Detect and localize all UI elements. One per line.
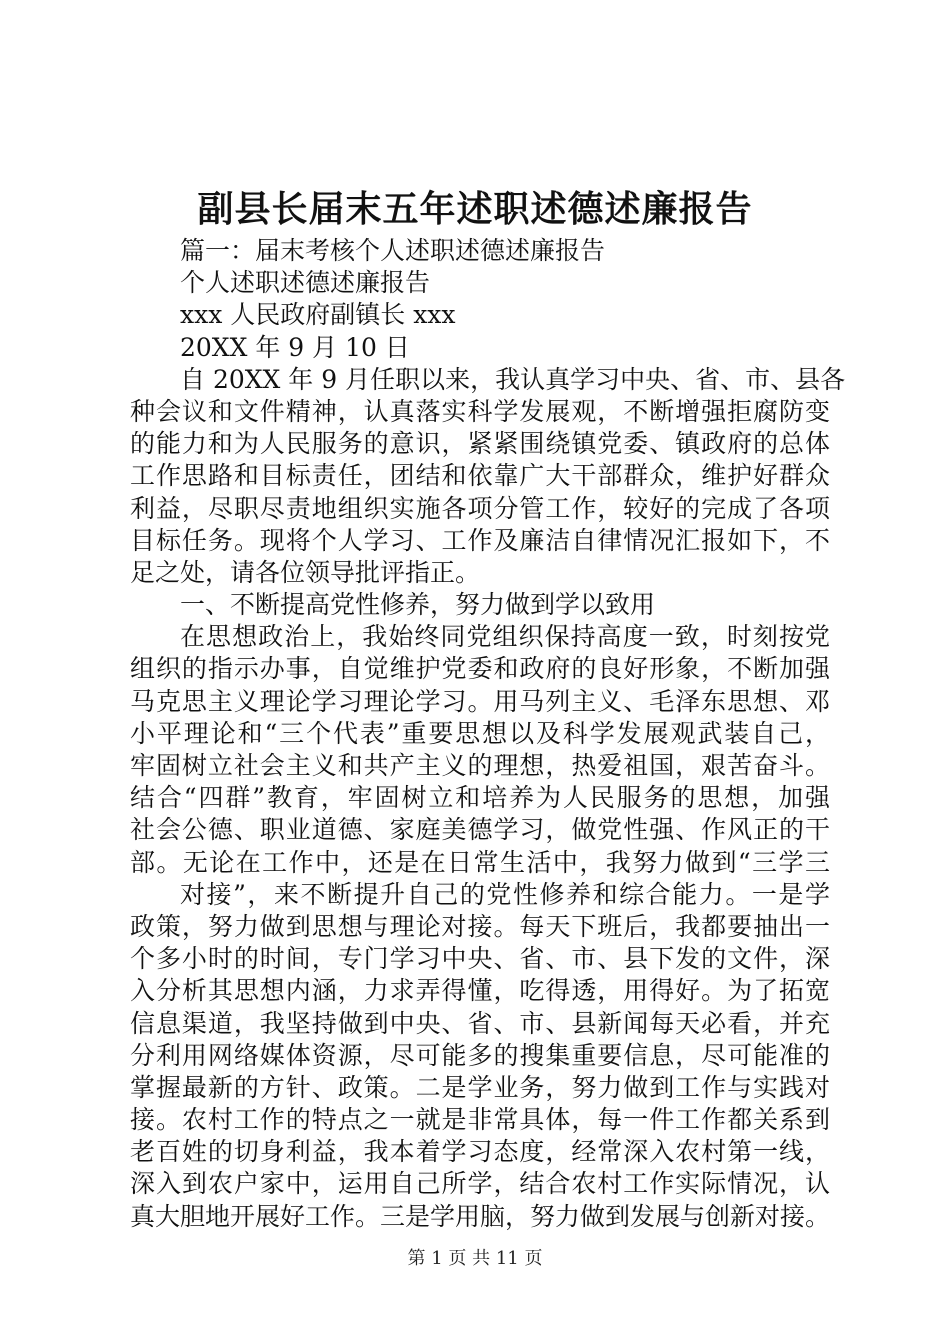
text-line: 马克思主义理论学习理论学习。用马列主义、毛泽东思想、邓 (130, 686, 830, 716)
text-line: 工作思路和目标责任，团结和依靠广大干部群众，维护好群众 (130, 461, 830, 491)
text-line: 真大胆地开展好工作。三是学用脑，努力做到发展与创新对接。 (130, 1201, 831, 1231)
page-number-footer: 第 1 页 共 11 页 (407, 1248, 543, 1269)
text-line: 社会公德、职业道德、家庭美德学习，做党性强、作风正的干 (130, 815, 830, 845)
text-line: 深入到农户家中，运用自己所学，结合农村工作实际情况，认 (130, 1169, 830, 1199)
text-line: 自 20XX 年 9 月任职以来，我认真学习中央、省、市、县各 (180, 364, 846, 394)
text-line: 结合“四群”教育，牢固树立和培养为人民服务的思想，加强 (130, 783, 830, 813)
text-line: 老百姓的切身利益，我本着学习态度，经常深入农村第一线， (130, 1137, 830, 1167)
text-line: 政策，努力做到思想与理论对接。每天下班后，我都要抽出一 (130, 911, 830, 941)
document-body (130, 235, 846, 1233)
text-line: 利益，尽职尽责地组织实施各项分管工作，较好的完成了各项 (130, 493, 830, 523)
text-line: 20XX 年 9 月 10 日 (180, 332, 410, 362)
text-line: 组织的指示办事，自觉维护党委和政府的良好形象，不断加强 (130, 654, 830, 684)
text-line: 小平理论和“三个代表”重要思想以及科学发展观武装自己， (130, 718, 830, 748)
text-line: 部。无论在工作中，还是在日常生活中，我努力做到“三学三 (130, 847, 830, 877)
text-line: 分利用网络媒体资源，尽可能多的搜集重要信息，尽可能准的 (130, 1040, 830, 1070)
text-line: 接。农村工作的特点之一就是非常具体，每一件工作都关系到 (130, 1105, 830, 1135)
text-line: 个人述职述德述廉报告 (180, 268, 431, 298)
text-line: xxx 人民政府副镇长 xxx (180, 300, 456, 330)
text-line: 的能力和为人民服务的意识，紧紧围绕镇党委、镇政府的总体 (130, 429, 830, 459)
section-heading: 一、不断提高党性修养，努力做到学以致用 (180, 590, 656, 620)
text-line: 篇一：届末考核个人述职述德述廉报告 (180, 236, 606, 265)
text-line: 入分析其思想内涵，力求弄得懂，吃得透，用得好。为了拓宽 (130, 976, 830, 1006)
text-line: 对接”，来不断提升自己的党性修养和综合能力。一是学 (180, 879, 830, 909)
text-line: 信息渠道，我坚持做到中央、省、市、县新闻每天必看，并充 (130, 1008, 830, 1038)
text-line: 目标任务。现将个人学习、工作及廉洁自律情况汇报如下，不 (130, 525, 830, 555)
text-line: 种会议和文件精神，认真落实科学发展观，不断增强拒腐防变 (130, 396, 830, 426)
text-line: 足之处，请各位领导批评指正。 (130, 557, 481, 587)
text-line: 掌握最新的方针、政策。二是学业务，努力做到工作与实践对 (130, 1072, 830, 1102)
text-line: 在思想政治上，我始终同党组织保持高度一致，时刻按党 (180, 622, 830, 652)
text-line: 牢固树立社会主义和共产主义的理想，热爱祖国，艰苦奋斗。 (130, 751, 830, 780)
text-line: 个多小时的时间，专门学习中央、省、市、县下发的文件，深 (130, 944, 830, 974)
document-title: 副县长届末五年述职述德述廉报告 (197, 188, 753, 230)
